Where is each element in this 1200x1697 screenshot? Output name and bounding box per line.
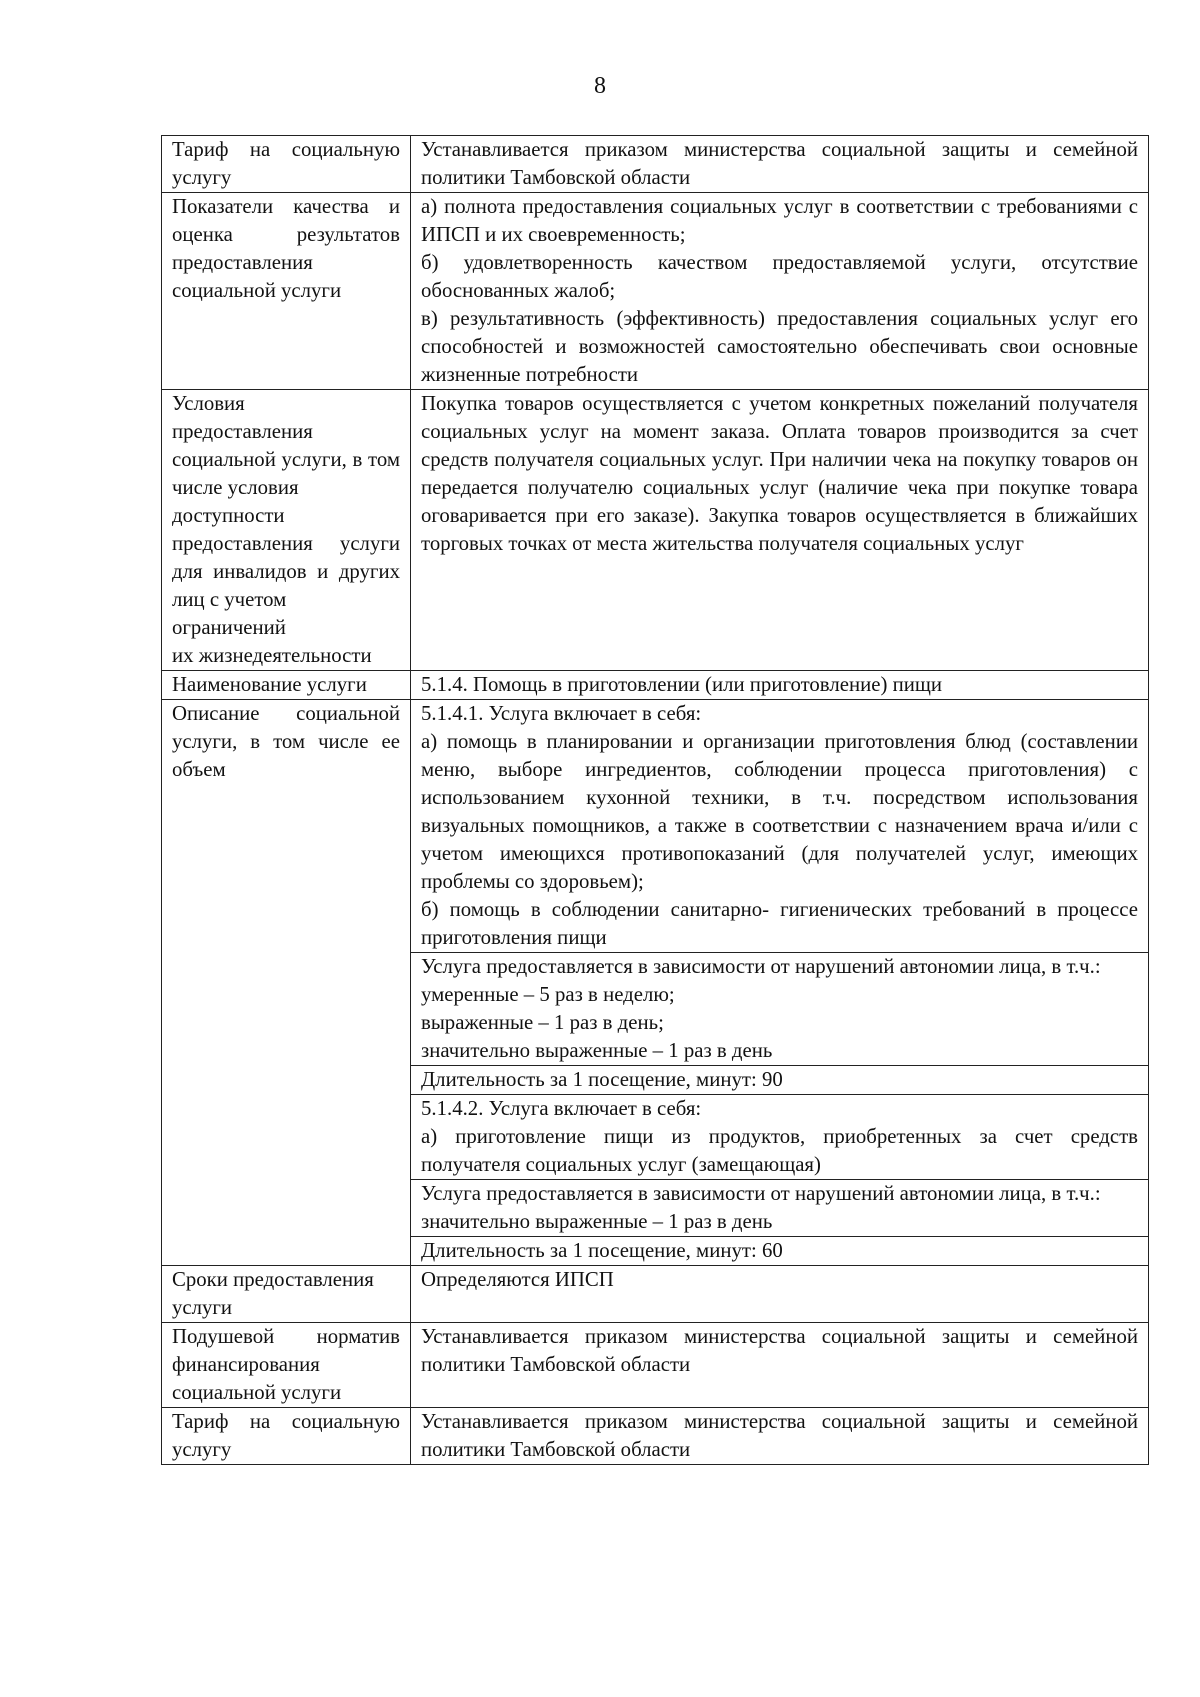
terms-label: Сроки предоставления услуги (162, 1266, 411, 1323)
description-block-4-intro: Услуга предоставляется в зависимости от нарушений автономии лица, в т.ч.: (421, 1182, 1101, 1205)
conditions-label-line: доступности (172, 504, 285, 527)
quality-value (411, 193, 1149, 390)
tariff-label: Тариф на социальную услугу (162, 136, 411, 193)
quality-item-c: в) результативность (эффективность) предоставления социальных услуг его способностей и возможностей самостоятельно обеспечивать свои основные жизненные потребности (421, 307, 1138, 386)
quality-label: Показатели качества и оценка результатов предоставления социальной услуги (162, 193, 411, 390)
service-name-value: 5.1.4. Помощь в приготовлении (или приготовление) пищи (411, 671, 1149, 700)
description-block-1-item-b: б) помощь в соблюдении санитарно- гигиенических требований в процессе приготовления пищи (421, 898, 1138, 949)
description-block-3-item-a: а) приготовление пищи из продуктов, приобретенных за счет средств получателя социальных услуг (замещающая) (421, 1125, 1138, 1176)
description-block-1 (411, 700, 1149, 953)
quality-item-b: б) удовлетворенность качеством предоставляемой услуги, отсутствие обоснованных жалоб; (421, 251, 1138, 302)
quality-item-a: а) полнота предоставления социальных услуг в соответствии с требованиями с ИПСП и их своевременность; (421, 195, 1138, 246)
description-block-2-line: значительно выраженные – 1 раз в день (421, 1039, 773, 1062)
conditions-label-line: ограничений (172, 616, 286, 639)
per-capita-value: Устанавливается приказом министерства социальной защиты и семейной политики Тамбовской области (411, 1323, 1149, 1408)
table-row (162, 671, 1149, 700)
description-block-1-title: 5.1.4.1. Услуга включает в себя: (421, 702, 702, 725)
per-capita-label: Подушевой норматив финансирования социальной услуги (162, 1323, 411, 1408)
table-row (162, 193, 1149, 390)
page-number: 8 (594, 73, 606, 99)
service-table (161, 135, 1149, 1465)
description-block-2 (411, 953, 1149, 1066)
description-block-2-line: умеренные – 5 раз в неделю; (421, 983, 675, 1006)
description-block-3 (411, 1095, 1149, 1180)
description-block-2-line: выраженные – 1 раз в день; (421, 1011, 664, 1034)
conditions-label-line: предоставления услуги для инвалидов и других лиц с учетом (172, 532, 400, 611)
description-block-4-line: значительно выраженные – 1 раз в день (421, 1210, 773, 1233)
table-row (162, 1408, 1149, 1465)
tariff-bottom-label: Тариф на социальную услугу (162, 1408, 411, 1465)
description-block-2-intro: Услуга предоставляется в зависимости от нарушений автономии лица, в т.ч.: (421, 955, 1101, 978)
conditions-label-line: Условия (172, 392, 245, 415)
table-row (162, 1266, 1149, 1323)
description-block-1-item-a: а) помощь в планировании и организации приготовления блюд (составлении меню, выборе ингредиентов, соблюдении процесса приготовления) с использованием кухонной техники, в т.ч. посредством использования визуальных помощников, а также в соответствии с назначением врача и/или с учетом имеющихся противопоказаний (для получателей услуг, имеющих проблемы со здоровьем); (421, 730, 1138, 893)
conditions-label-line: социальной услуги, в том числе условия (172, 448, 400, 499)
duration-2: Длительность за 1 посещение, минут: 60 (411, 1237, 1149, 1266)
description-label: Описание социальной услуги, в том числе ее объем (162, 700, 411, 1266)
conditions-label (162, 390, 411, 671)
terms-value: Определяются ИПСП (411, 1266, 1149, 1323)
duration-1: Длительность за 1 посещение, минут: 90 (411, 1066, 1149, 1095)
table-row (162, 390, 1149, 671)
conditions-label-line: их жизнедеятельности (172, 644, 372, 667)
conditions-value: Покупка товаров осуществляется с учетом конкретных пожеланий получателя социальных услуг на момент заказа. Оплата товаров производится за счет средств получателя социальных услуг. При наличии чека на покупку товаров он передается получателю социальных услуг (наличие чека при покупке товара оговаривается при его заказе). Закупка товаров осуществляется в ближайших торговых точках от места жительства получателя социальных услуг (411, 390, 1149, 671)
description-block-3-title: 5.1.4.2. Услуга включает в себя: (421, 1097, 702, 1120)
tariff-bottom-value: Устанавливается приказом министерства социальной защиты и семейной политики Тамбовской области (411, 1408, 1149, 1465)
service-name-label: Наименование услуги (162, 671, 411, 700)
description-block-4 (411, 1180, 1149, 1237)
tariff-value: Устанавливается приказом министерства социальной защиты и семейной политики Тамбовской области (411, 136, 1149, 193)
conditions-label-line: предоставления (172, 420, 313, 443)
table-row (162, 1323, 1149, 1408)
table-row (162, 700, 1149, 953)
table-row (162, 136, 1149, 193)
